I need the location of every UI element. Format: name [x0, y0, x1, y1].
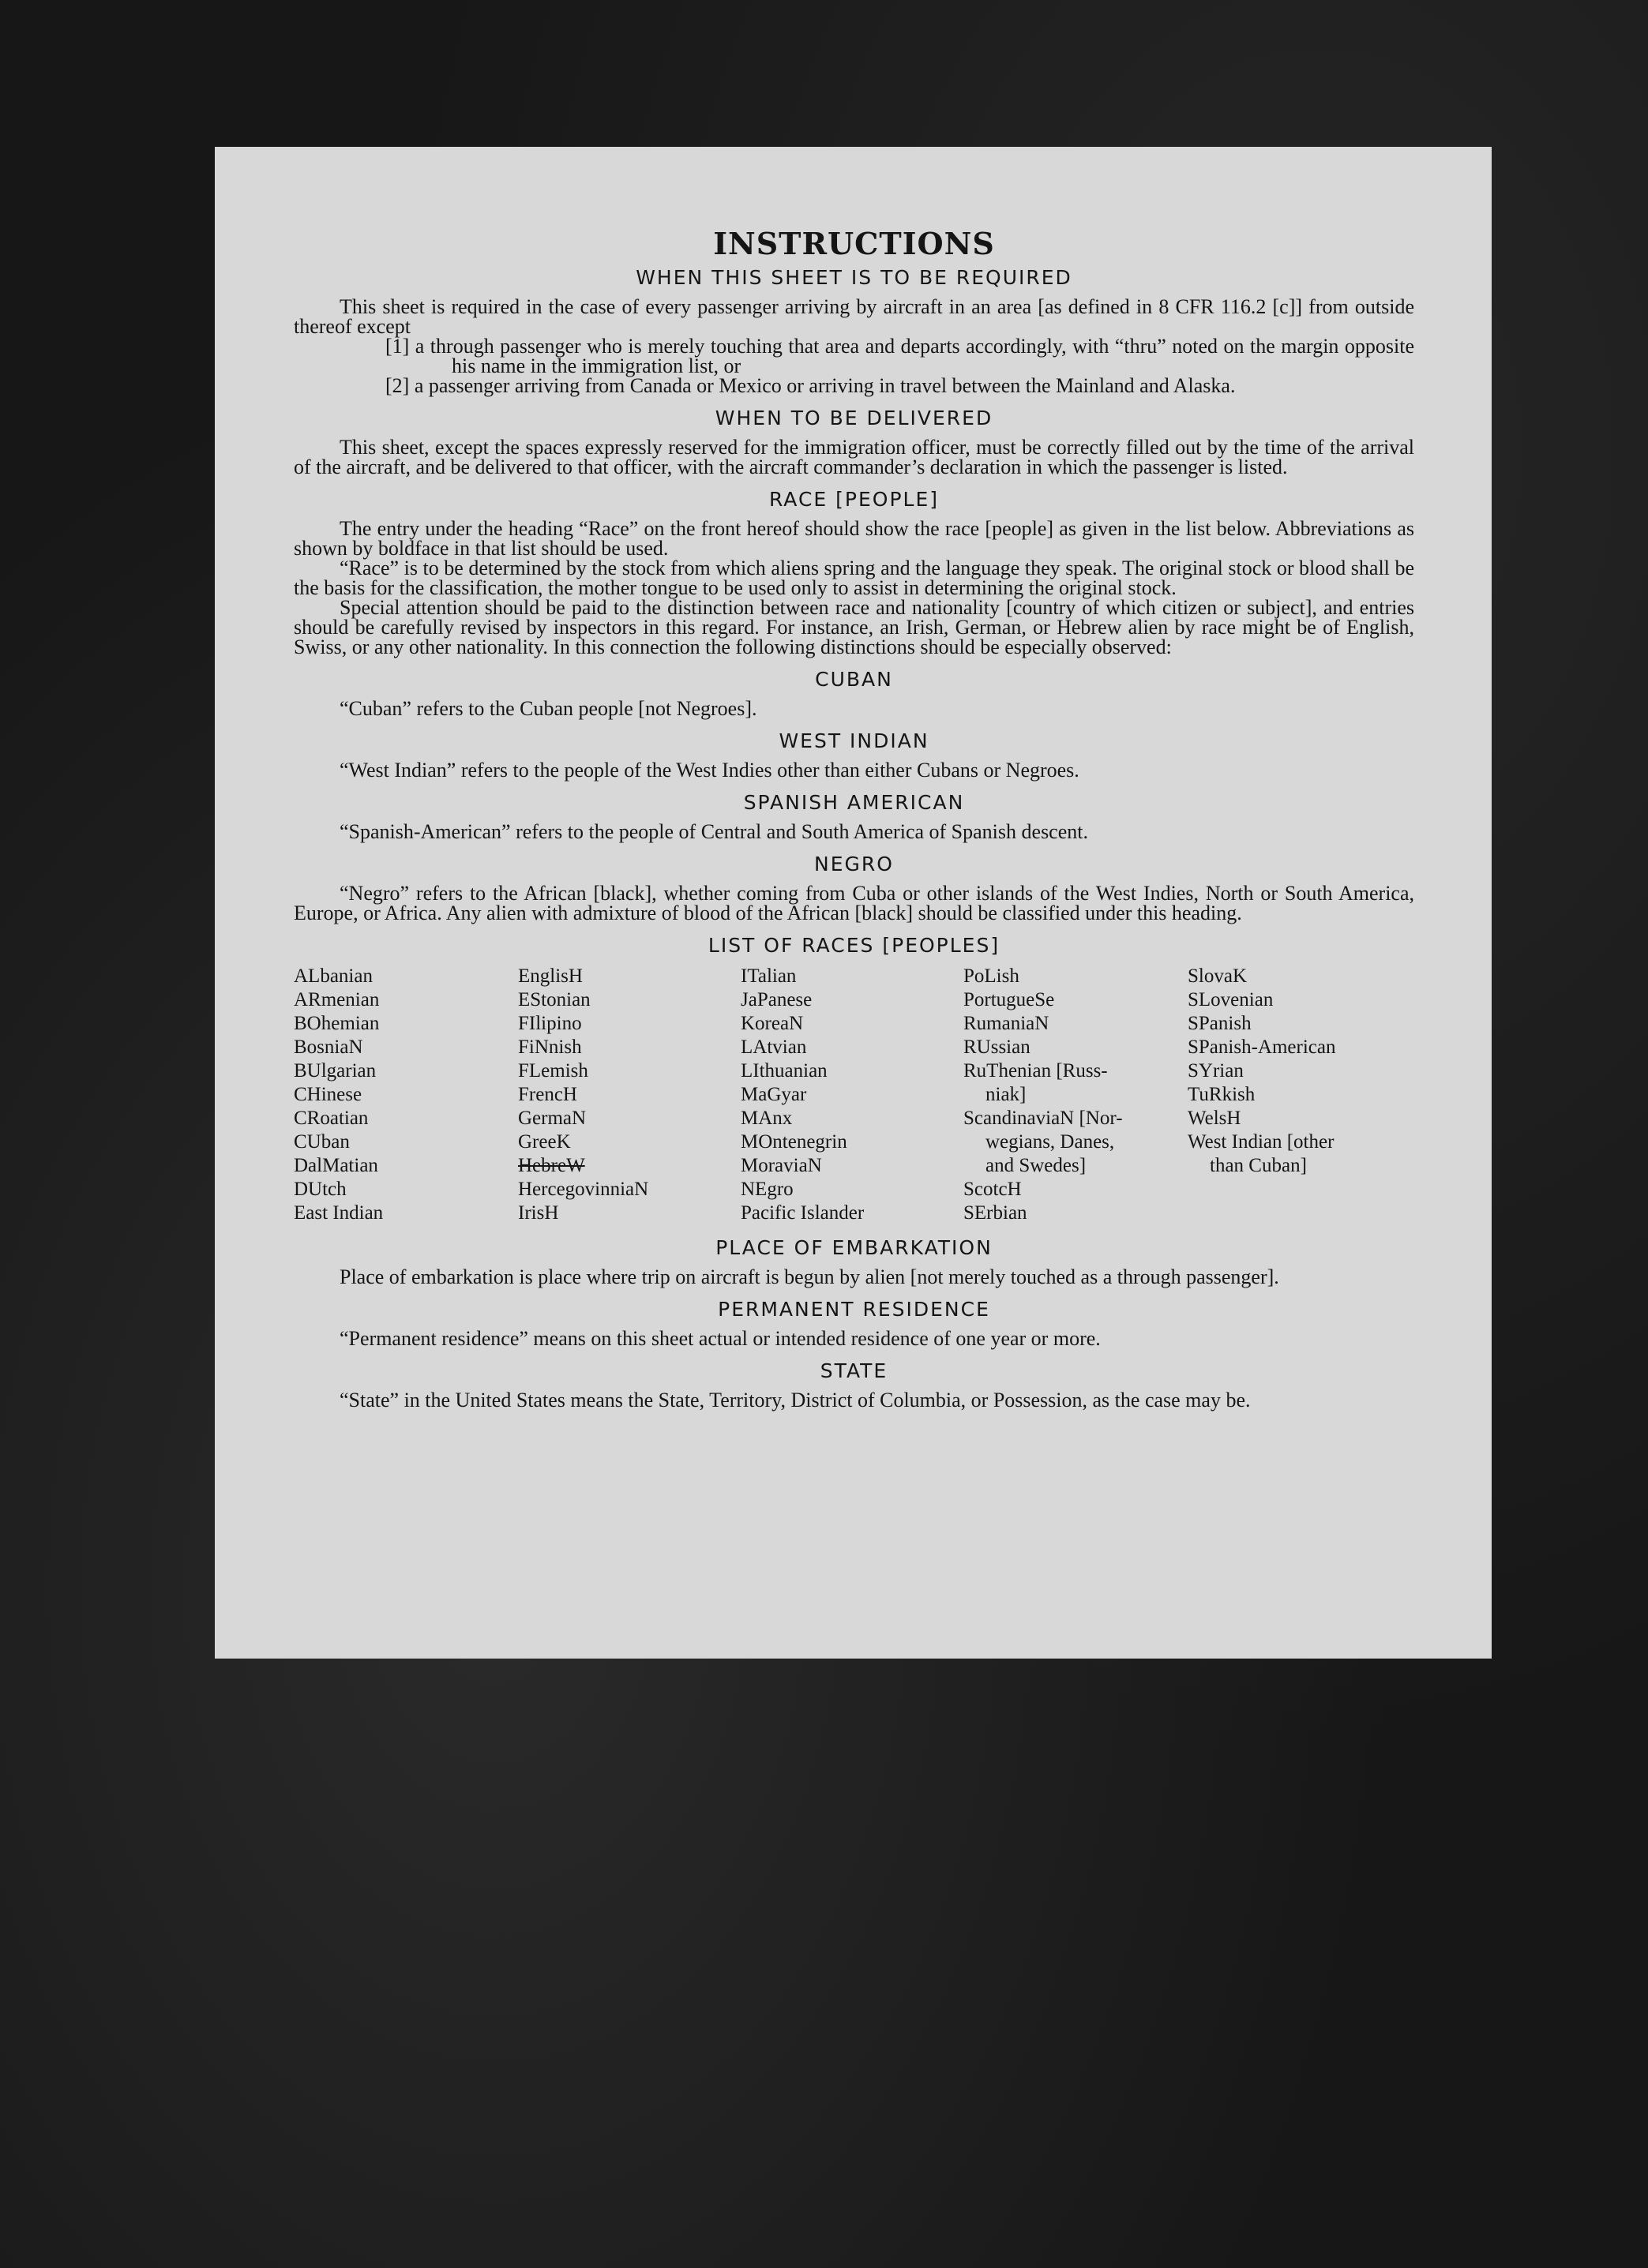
- race-entry: EStonian: [518, 989, 591, 1010]
- race-entry: RuThenian [Russ-: [963, 1060, 1108, 1082]
- race-entry: SErbian: [963, 1202, 1027, 1224]
- delivered-text: This sheet, except the spaces expressly reserved for the immigration officer, must be correctly filled out by the time of the arrival of the aircraft, and be delivered to that officer, with the aircraft commander’s declaration in which the passenger is listed.: [294, 436, 1414, 478]
- races-column-1: [294, 965, 518, 1225]
- race-paragraph-3: Special attention should be paid to the distinction between race and nationality [country of which citizen or subject], and entries should be carefully revised by inspectors in this regard. For instance, an Irish, German, or Hebrew alien by race might be of English, Swiss, or any other nationality. In this connection the following distinctions should be especially observed:: [294, 596, 1414, 658]
- race-entry: SYrian: [1188, 1060, 1244, 1082]
- spanish-american-text: “Spanish-American” refers to the people of Central and South America of Spanish descent.: [340, 820, 1088, 843]
- race-entry: BOhemian: [294, 1013, 380, 1034]
- cuban-text: “Cuban” refers to the Cuban people [not Negroes].: [340, 697, 757, 720]
- race-entry: PoLish: [963, 965, 1019, 987]
- heading-spanish-american: SPANISH AMERICAN: [743, 791, 965, 814]
- heading-required: WHEN THIS SHEET IS TO BE REQUIRED: [636, 266, 1072, 289]
- race-entry: FIlipino: [518, 1013, 582, 1034]
- negro-text: “Negro” refers to the African [black], whether coming from Cuba or other islands of the West Indies, North or South America, Europe, or Africa. Any alien with admixture of blood of the African [black] should be classified under this heading.: [294, 882, 1414, 924]
- heading-west-indian: WEST INDIAN: [779, 729, 929, 752]
- race-entry: MaGyar: [741, 1084, 807, 1105]
- race-entry-struck: HebreW: [518, 1155, 585, 1176]
- race-entry: EnglisH: [518, 965, 583, 987]
- required-item-2: [2] a passenger arriving from Canada or Mexico or arriving in travel between the Mainland and Alaska.: [385, 374, 1236, 397]
- races-column-4: [963, 965, 1188, 1225]
- state-text: “State” in the United States means the State, Territory, District of Columbia, or Possession, as the case may be.: [340, 1389, 1251, 1411]
- heading-embarkation: PLACE OF EMBARKATION: [715, 1236, 993, 1259]
- race-entry: BosniaN: [294, 1037, 363, 1058]
- heading-cuban: CUBAN: [815, 668, 893, 691]
- race-entry: RUssian: [963, 1037, 1030, 1058]
- race-entry: GermaN: [518, 1108, 587, 1129]
- race-entry: JaPanese: [741, 989, 813, 1010]
- race-entry: SlovaK: [1188, 965, 1247, 987]
- page-title: INSTRUCTIONS: [713, 226, 995, 261]
- race-entry-continued: niak]: [985, 1084, 1027, 1105]
- west-indian-text: “West Indian” refers to the people of the West Indies other than either Cubans or Negroes.: [340, 759, 1079, 782]
- races-column-5: [1188, 965, 1409, 1225]
- race-entry-continued: than Cuban]: [1210, 1155, 1307, 1176]
- race-entry: DalMatian: [294, 1155, 378, 1176]
- race-entry: BUlgarian: [294, 1060, 377, 1082]
- races-column-3: [741, 965, 963, 1225]
- heading-races-list: LIST OF RACES [PEOPLES]: [708, 934, 1000, 957]
- heading-delivered: WHEN TO BE DELIVERED: [715, 407, 993, 429]
- races-table: [294, 965, 1414, 1225]
- heading-state: STATE: [820, 1359, 888, 1382]
- race-entry: PortugueSe: [963, 989, 1055, 1010]
- race-entry: FrencH: [518, 1084, 577, 1105]
- race-entry: FLemish: [518, 1060, 588, 1082]
- race-entry: NEgro: [741, 1179, 794, 1200]
- embarkation-text: Place of embarkation is place where trip on aircraft is begun by alien [not merely touched as a through passenger].: [340, 1265, 1279, 1288]
- race-entry: SPanish-American: [1188, 1037, 1336, 1058]
- race-entry: DUtch: [294, 1179, 347, 1200]
- race-entry: TuRkish: [1188, 1084, 1256, 1105]
- race-entry: CUban: [294, 1131, 350, 1153]
- race-entry: CHinese: [294, 1084, 362, 1105]
- race-entry: East Indian: [294, 1202, 384, 1224]
- race-entry: IrisH: [518, 1202, 559, 1224]
- race-entry: RumaniaN: [963, 1013, 1049, 1034]
- race-entry: GreeK: [518, 1131, 571, 1153]
- required-intro: This sheet is required in the case of every passenger arriving by aircraft in an area [as defined in 8 CFR 116.2 [c]] from outside thereof except: [294, 295, 1414, 338]
- race-entry: MOntenegrin: [741, 1131, 847, 1153]
- race-paragraph-1: The entry under the heading “Race” on the front hereof should show the race [people] as given in the list below. Abbreviations as shown by boldface in that list should be used.: [294, 517, 1414, 560]
- race-entry: SPanish: [1188, 1013, 1252, 1034]
- races-column-2: [518, 965, 741, 1225]
- required-item-1: [1] a through passenger who is merely touching that area and departs accordingly, with “thru” noted on the margin opposite his name in the immigration list, or: [385, 335, 1414, 377]
- instruction-sheet: [215, 147, 1492, 1659]
- race-entry: ALbanian: [294, 965, 373, 987]
- race-entry: HercegovinniaN: [518, 1179, 649, 1200]
- race-entry: ScotcH: [963, 1179, 1022, 1200]
- race-entry: KoreaN: [741, 1013, 804, 1034]
- race-entry: LAtvian: [741, 1037, 807, 1058]
- race-entry-continued: wegians, Danes,: [985, 1131, 1115, 1153]
- race-entry: Pacific Islander: [741, 1202, 865, 1224]
- race-entry: MoraviaN: [741, 1155, 822, 1176]
- heading-negro: NEGRO: [814, 853, 894, 875]
- race-entry: ARmenian: [294, 989, 380, 1010]
- race-entry: WelsH: [1188, 1108, 1241, 1129]
- race-entry: ScandinaviaN [Nor-: [963, 1108, 1123, 1129]
- heading-race: RACE [PEOPLE]: [768, 488, 940, 511]
- race-entry: SLovenian: [1188, 989, 1274, 1010]
- heading-residence: PERMANENT RESIDENCE: [718, 1298, 990, 1321]
- race-entry: CRoatian: [294, 1108, 369, 1129]
- race-entry: ITalian: [741, 965, 797, 987]
- race-entry: West Indian [other: [1188, 1131, 1335, 1153]
- race-entry: FiNnish: [518, 1037, 582, 1058]
- race-entry: LIthuanian: [741, 1060, 828, 1082]
- race-entry-continued: and Swedes]: [985, 1155, 1087, 1176]
- race-paragraph-2: “Race” is to be determined by the stock from which aliens spring and the language they speak. The original stock or blood shall be the basis for the classification, the mother tongue to be used only to assist in determining the original stock.: [294, 557, 1414, 599]
- residence-text: “Permanent residence” means on this sheet actual or intended residence of one year or more.: [340, 1327, 1101, 1350]
- race-entry: MAnx: [741, 1108, 793, 1129]
